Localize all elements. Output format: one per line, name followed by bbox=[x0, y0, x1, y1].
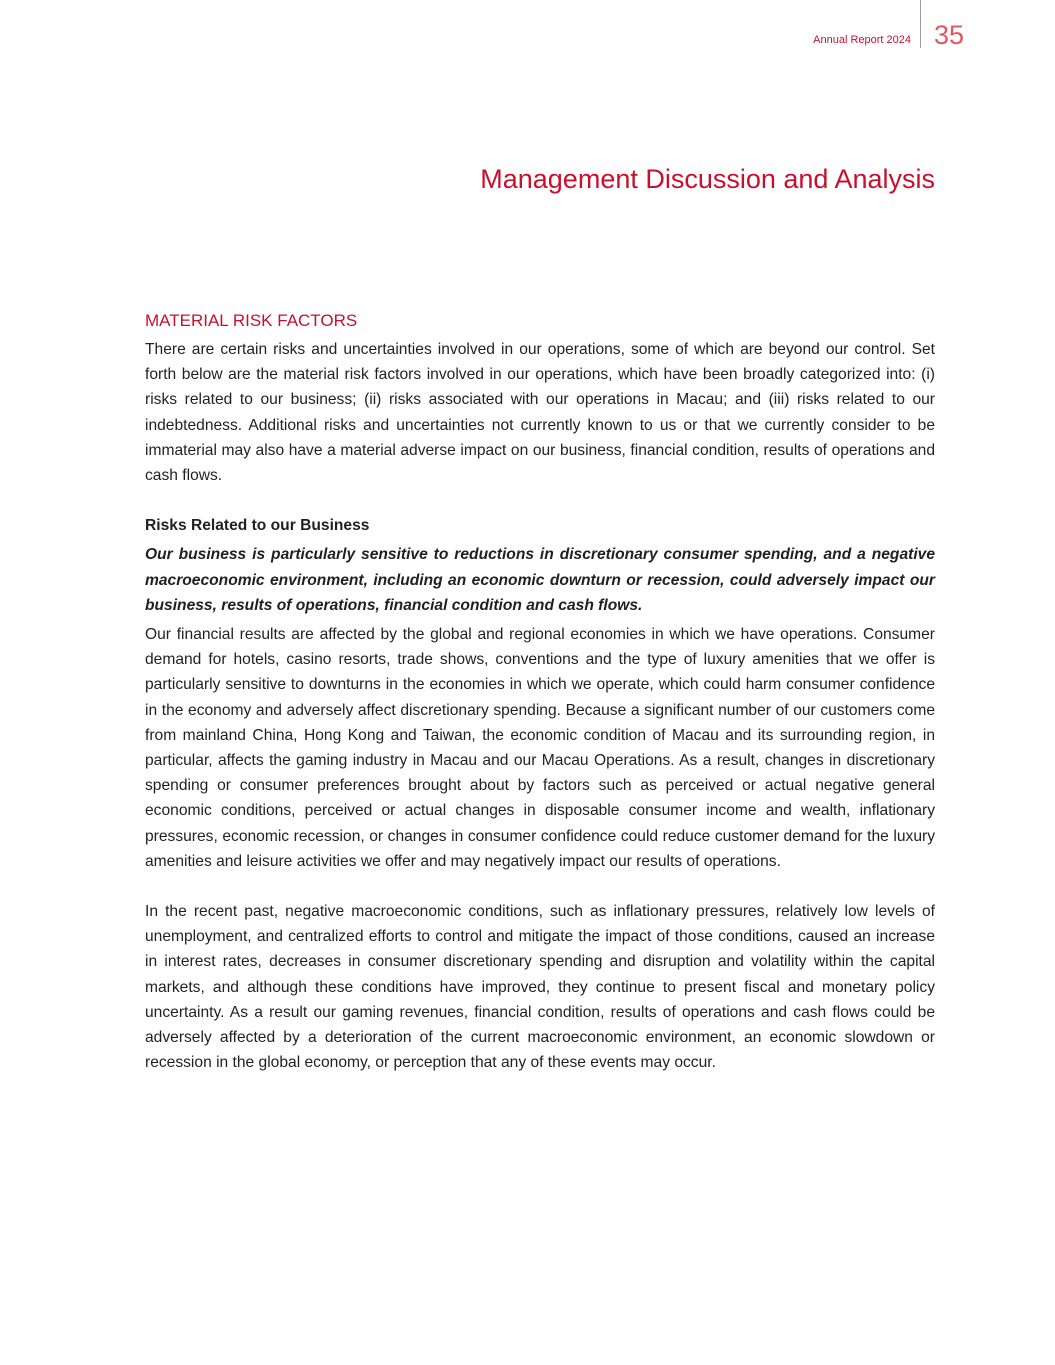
section-heading: MATERIAL RISK FACTORS bbox=[145, 311, 358, 330]
body-paragraph: Our financial results are affected by the global and regional economies in which we have operations. Consumer demand for hotels, casino resorts, trade shows, conventions and the type of luxury amenities that we offer is particularly sensitive to downturns in the economies in which we operate, which could harm consumer confidence in the economy and adversely affect discretionary spending. Because a significant number of our customers come from mainland China, Hong Kong and Taiwan, the economic condition of Macau and its surrounding region, in particular, affects the gaming industry in Macau and our Macau Operations. As a result, changes in discretionary spending or consumer preferences brought about by factors such as perceived or actual negative general economic conditions, perceived or actual changes in disposable consumer income and wealth, inflationary pressures, economic recession, or changes in consumer confidence could reduce customer demand for the luxury amenities and leisure activities we offer and may negatively impact our results of operations. bbox=[145, 626, 935, 870]
body-paragraph: In the recent past, negative macroeconomic conditions, such as inflationary pressures, relatively low levels of unemployment, and centralized efforts to control and mitigate the impact of those conditions, caused an increase in interest rates, decreases in consumer discretionary spending and disruption and volatility within the capital markets, and although these conditions have improved, they continue to present fiscal and monetary policy uncertainty. As a result our gaming revenues, financial condition, results of operations and cash flows could be adversely affected by a deterioration of the current macroeconomic environment, an economic slowdown or recession in the global economy, or perception that any of these events may occur. bbox=[145, 903, 935, 1072]
subheading: Risks Related to our Business bbox=[145, 517, 370, 535]
report-label: Annual Report 2024 bbox=[813, 34, 911, 46]
page-title: Management Discussion and Analysis bbox=[480, 164, 935, 194]
header-divider bbox=[920, 0, 921, 48]
intro-paragraph: There are certain risks and uncertainties involved in our operations, some of which are beyond our control. Set forth below are the material risk factors involved in our operations, which have been broadly categorized into: (i) risks related to our business; (ii) risks associated with our operations in Macau; and (iii) risks related to our indebtedness. Additional risks and uncertainties not currently known to us or that we currently consider to be immaterial may also have a material adverse impact on our business, financial condition, results of operations and cash flows. bbox=[145, 341, 935, 485]
page-number: 35 bbox=[934, 20, 965, 50]
risk-statement: Our business is particularly sensitive to reductions in discretionary consumer spending, and a negative macroeconomic environment, including an economic downturn or recession, could adversely impact our business, results of operations, financial condition and cash flows. bbox=[145, 546, 935, 614]
main-content bbox=[145, 309, 935, 1075]
